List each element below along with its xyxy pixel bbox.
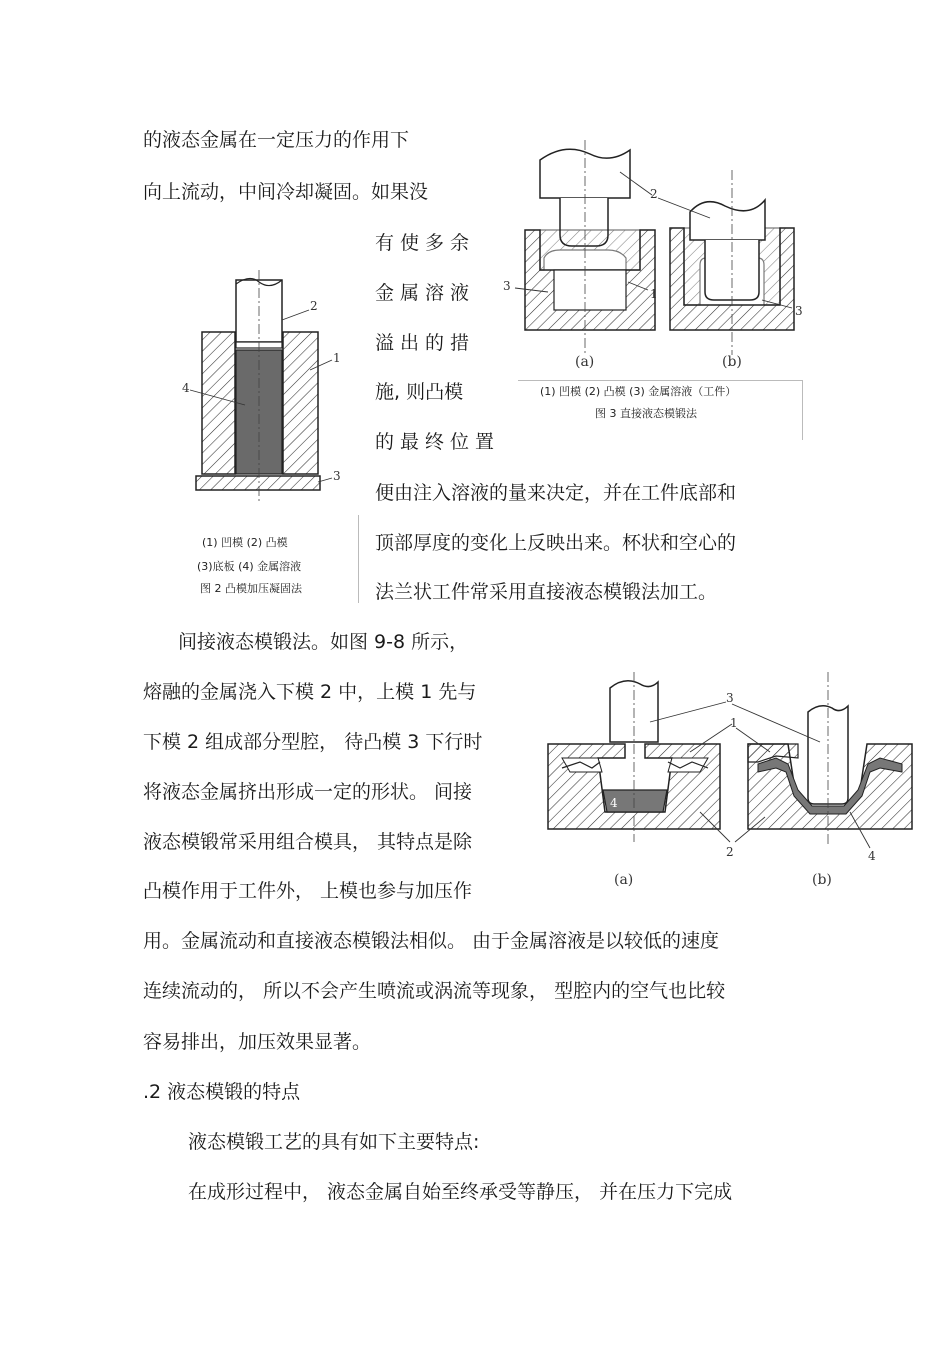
figure-2-caption-title: 图 2 凸模加压凝固法	[200, 582, 302, 595]
subfigure-b-label: (b)	[722, 354, 742, 370]
text-line: 施, 则凸模	[375, 381, 464, 403]
label-2: 2	[650, 187, 658, 201]
label-3: 3	[726, 691, 734, 705]
label-3: 3	[795, 304, 803, 318]
subfigure-a-label: (a)	[575, 354, 595, 370]
figure-3-diagram	[500, 140, 810, 375]
figure-2-divider	[358, 515, 359, 603]
figure-3-caption-title: 图 3 直接液态模锻法	[595, 407, 697, 420]
label-1: 1	[333, 351, 341, 365]
label-3: 3	[333, 469, 341, 483]
text-line: 向上流动，中间冷却凝固。如果没	[143, 181, 429, 203]
text-line: 将液态金属挤出形成一定的形状。 间接	[143, 781, 473, 803]
subfigure-b-label: (b)	[812, 872, 832, 888]
label-1: 1	[650, 287, 658, 301]
text-line: 下模 2 组成部分型腔， 待凸模 3 下行时	[143, 731, 483, 753]
text-line: 用。金属流动和直接液态模锻法相似。 由于金属溶液是以较低的速度	[143, 930, 720, 952]
text-line: 有使多余	[375, 232, 476, 254]
figure-3-divider	[518, 380, 803, 381]
text-line: 的液态金属在一定压力的作用下	[143, 129, 410, 151]
text-line: 在成形过程中， 液态金属自始至终承受等静压， 并在压力下完成	[188, 1181, 733, 1203]
label-3: 3	[503, 279, 511, 293]
figure-3-caption-line1: (1) 凹模 (2) 凸模 (3) 金属溶液（工件）	[540, 385, 737, 398]
text-line: 的最终位置	[375, 431, 501, 453]
figure-2-caption-line2: (3)底板 (4) 金属溶液	[197, 560, 302, 573]
figure-9-8-diagram	[540, 672, 920, 892]
text-line: 便由注入溶液的量来决定，并在工件底部和	[375, 482, 737, 504]
text-line: 液态模锻工艺的具有如下主要特点:	[188, 1131, 480, 1153]
label-4: 4	[182, 381, 190, 395]
text-line: 溢出的措	[375, 332, 476, 354]
figure-2-diagram	[170, 270, 340, 510]
text-line: 法兰状工件常采用直接液态模锻法加工。	[375, 581, 718, 603]
text-line: 容易排出，加压效果显著。	[143, 1031, 372, 1053]
label-2: 2	[310, 299, 318, 313]
text-line: 熔融的金属浇入下模 2 中，上模 1 先与	[143, 681, 477, 703]
text-line: 连续流动的， 所以不会产生喷流或涡流等现象， 型腔内的空气也比较	[143, 980, 726, 1002]
text-line: 金属溶液	[375, 282, 476, 304]
label-2: 2	[726, 845, 734, 859]
text-line: 凸模作用于工件外， 上模也参与加压作	[143, 880, 473, 902]
figure-2-caption-line1: (1) 凹模 (2) 凸模	[202, 536, 288, 549]
subfigure-a-label: (a)	[614, 872, 634, 888]
text-line: 液态模锻常采用组合模具， 其特点是除	[143, 831, 473, 853]
label-4-inner: 4	[610, 796, 618, 810]
label-1: 1	[730, 716, 738, 730]
figure-3-divider-right	[802, 380, 803, 440]
text-line: 间接液态模锻法。如图 9-8 所示，	[178, 631, 469, 653]
section-heading: .2 液态模锻的特点	[143, 1081, 301, 1103]
label-4: 4	[868, 849, 876, 863]
text-line: 顶部厚度的变化上反映出来。杯状和空心的	[375, 532, 737, 554]
